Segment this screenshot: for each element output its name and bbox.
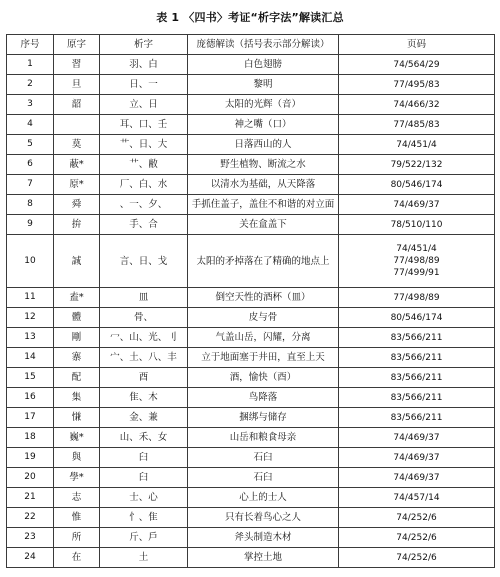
cell-no: 2 <box>7 75 54 95</box>
cell-pages <box>339 528 495 548</box>
table-row <box>7 428 495 448</box>
cell-char: 誠 <box>54 235 100 288</box>
page-ref: 74/451/4 <box>396 244 437 254</box>
table-row <box>7 328 495 348</box>
table-row <box>7 95 495 115</box>
page-ref: 77/499/91 <box>393 268 440 278</box>
cell-reading: 立于地面塞于井田，直至上天 <box>188 348 339 368</box>
cell-reading: 石臼 <box>188 468 339 488</box>
cell-reading: 太阳的光辉（音） <box>188 95 339 115</box>
page-ref: 74/252/6 <box>396 552 437 563</box>
table-row <box>7 75 495 95</box>
cell-char: 旦 <box>54 75 100 95</box>
cell-char: 慊 <box>54 408 100 428</box>
cell-reading: 捆绑与储存 <box>188 408 339 428</box>
table-row <box>7 175 495 195</box>
table-row <box>7 155 495 175</box>
cell-parts: 士、心 <box>100 488 188 508</box>
cell-parts: 艹、日、大 <box>100 135 188 155</box>
cell-parts: 冖、山、光、刂 <box>100 328 188 348</box>
page-ref: 74/457/14 <box>393 492 440 503</box>
cell-reading: 气盖山岳，闪耀，分离 <box>188 328 339 348</box>
cell-parts: 日、一 <box>100 75 188 95</box>
table-row <box>7 215 495 235</box>
header-reading: 庞德解读（括号表示部分解读） <box>188 35 339 55</box>
cell-reading: 酒，愉快（酉） <box>188 368 339 388</box>
cell-pages <box>339 235 495 288</box>
cell-char: 韶 <box>54 95 100 115</box>
table-row <box>7 468 495 488</box>
page-ref: 77/498/89 <box>393 292 440 303</box>
cell-reading: 手抓住盖子，盖住不和谐的对立面 <box>188 195 339 215</box>
table-row <box>7 388 495 408</box>
cell-parts: 手、合 <box>100 215 188 235</box>
cell-no: 6 <box>7 155 54 175</box>
cell-parts: 宀、土、八、丰 <box>100 348 188 368</box>
cell-pages <box>339 195 495 215</box>
cell-char: 習 <box>54 55 100 75</box>
table-row <box>7 368 495 388</box>
cell-parts: 斤、戶 <box>100 528 188 548</box>
cell-pages <box>339 155 495 175</box>
cell-no: 1 <box>7 55 54 75</box>
cell-char: 寨 <box>54 348 100 368</box>
cell-parts: 、一、夕、 <box>100 195 188 215</box>
cell-reading: 只有长着鸟心之人 <box>188 508 339 528</box>
cell-parts: 耳、口、壬 <box>100 115 188 135</box>
cell-pages <box>339 75 495 95</box>
page-ref: 74/564/29 <box>393 59 440 70</box>
cell-reading: 皮与骨 <box>188 308 339 328</box>
cell-char: 拚 <box>54 215 100 235</box>
cell-char: 志 <box>54 488 100 508</box>
page-ref: 83/566/211 <box>390 392 443 403</box>
cell-pages <box>339 135 495 155</box>
cell-reading: 山岳和粮食母亲 <box>188 428 339 448</box>
page-ref: 83/566/211 <box>390 372 443 383</box>
page-ref: 74/252/6 <box>396 512 437 523</box>
cell-parts: 臼 <box>100 448 188 468</box>
cell-no: 5 <box>7 135 54 155</box>
cell-pages <box>339 215 495 235</box>
cell-pages <box>339 95 495 115</box>
data-table <box>6 34 495 568</box>
page-ref: 74/466/32 <box>393 99 440 110</box>
cell-no: 17 <box>7 408 54 428</box>
table-row <box>7 288 495 308</box>
cell-no: 15 <box>7 368 54 388</box>
cell-pages <box>339 288 495 308</box>
cell-parts: 山、禾、女 <box>100 428 188 448</box>
page-ref: 78/510/110 <box>390 219 443 230</box>
page-ref: 74/469/37 <box>393 199 440 210</box>
header-char: 原字 <box>54 35 100 55</box>
cell-char: 莫 <box>54 135 100 155</box>
cell-no: 3 <box>7 95 54 115</box>
cell-pages <box>339 368 495 388</box>
cell-no: 22 <box>7 508 54 528</box>
cell-pages <box>339 308 495 328</box>
page-ref: 83/566/211 <box>390 332 443 343</box>
cell-parts: 金、兼 <box>100 408 188 428</box>
cell-char: 與 <box>54 448 100 468</box>
cell-reading: 黎明 <box>188 75 339 95</box>
cell-reading: 日落西山的人 <box>188 135 339 155</box>
cell-reading: 白色翅膀 <box>188 55 339 75</box>
page-ref: 74/469/37 <box>393 472 440 483</box>
table-row <box>7 528 495 548</box>
table-row <box>7 308 495 328</box>
cell-pages <box>339 328 495 348</box>
page-ref: 79/522/132 <box>390 159 443 170</box>
cell-parts: 艹、敝 <box>100 155 188 175</box>
cell-no: 21 <box>7 488 54 508</box>
cell-no: 7 <box>7 175 54 195</box>
page-ref: 80/546/174 <box>390 179 443 190</box>
cell-char: 剛 <box>54 328 100 348</box>
cell-pages <box>339 548 495 568</box>
cell-char: 體 <box>54 308 100 328</box>
cell-char: 所 <box>54 528 100 548</box>
page-ref: 77/485/83 <box>393 119 440 130</box>
cell-reading: 关在盒盖下 <box>188 215 339 235</box>
table-row <box>7 195 495 215</box>
header-no: 序号 <box>7 35 54 55</box>
table-row <box>7 235 495 288</box>
cell-reading: 鸟降落 <box>188 388 339 408</box>
cell-pages <box>339 55 495 75</box>
cell-parts: 立、日 <box>100 95 188 115</box>
cell-no: 20 <box>7 468 54 488</box>
cell-char <box>54 115 100 135</box>
header-pages: 页码 <box>339 35 495 55</box>
table-row <box>7 115 495 135</box>
cell-pages <box>339 348 495 368</box>
cell-no: 24 <box>7 548 54 568</box>
page-ref: 83/566/211 <box>390 352 443 363</box>
cell-no: 23 <box>7 528 54 548</box>
cell-pages <box>339 428 495 448</box>
cell-no: 16 <box>7 388 54 408</box>
cell-pages <box>339 468 495 488</box>
cell-parts: 酉 <box>100 368 188 388</box>
cell-pages <box>339 488 495 508</box>
table-row <box>7 508 495 528</box>
cell-char: 巍* <box>54 428 100 448</box>
page-ref: 77/498/89 <box>393 256 440 266</box>
cell-no: 14 <box>7 348 54 368</box>
page-ref: 74/469/37 <box>393 432 440 443</box>
cell-char: 盍* <box>54 288 100 308</box>
cell-parts: 臼 <box>100 468 188 488</box>
table-row <box>7 55 495 75</box>
cell-reading: 掌控土地 <box>188 548 339 568</box>
cell-reading: 太阳的矛掉落在了精确的地点上 <box>188 235 339 288</box>
table-row <box>7 548 495 568</box>
cell-parts: 骨、 <box>100 308 188 328</box>
page-ref: 80/546/174 <box>390 312 443 323</box>
cell-no: 4 <box>7 115 54 135</box>
cell-pages <box>339 408 495 428</box>
cell-no: 11 <box>7 288 54 308</box>
table-row <box>7 488 495 508</box>
cell-no: 13 <box>7 328 54 348</box>
cell-parts: 羽、白 <box>100 55 188 75</box>
cell-reading: 石臼 <box>188 448 339 468</box>
cell-char: 學* <box>54 468 100 488</box>
page-ref: 74/469/37 <box>393 452 440 463</box>
cell-parts: 忄、隹 <box>100 508 188 528</box>
cell-reading: 神之嘴（口） <box>188 115 339 135</box>
cell-no: 10 <box>7 235 54 288</box>
cell-parts: 土 <box>100 548 188 568</box>
table-caption: 表 1 〈四书〉考证“析字法”解读汇总 <box>156 11 344 24</box>
cell-no: 9 <box>7 215 54 235</box>
header-row <box>7 35 495 55</box>
header-parts: 析字 <box>100 35 188 55</box>
cell-pages <box>339 448 495 468</box>
cell-char: 原* <box>54 175 100 195</box>
cell-char: 配 <box>54 368 100 388</box>
cell-parts: 厂、白、水 <box>100 175 188 195</box>
cell-parts: 隹、木 <box>100 388 188 408</box>
cell-char: 舜 <box>54 195 100 215</box>
cell-pages <box>339 175 495 195</box>
cell-reading: 野生植物、断流之水 <box>188 155 339 175</box>
cell-pages <box>339 508 495 528</box>
page-ref: 74/252/6 <box>396 532 437 543</box>
cell-char: 蔽* <box>54 155 100 175</box>
cell-reading: 斧头制造木材 <box>188 528 339 548</box>
cell-pages <box>339 115 495 135</box>
cell-char: 在 <box>54 548 100 568</box>
cell-parts: 言、日、戈 <box>100 235 188 288</box>
cell-pages <box>339 388 495 408</box>
cell-no: 18 <box>7 428 54 448</box>
cell-reading: 以清水为基础，从天降落 <box>188 175 339 195</box>
table-row <box>7 135 495 155</box>
cell-no: 19 <box>7 448 54 468</box>
cell-reading: 心上的士人 <box>188 488 339 508</box>
cell-char: 惟 <box>54 508 100 528</box>
page-ref: 83/566/211 <box>390 412 443 423</box>
table-row <box>7 348 495 368</box>
table-row <box>7 408 495 428</box>
cell-parts: 皿 <box>100 288 188 308</box>
cell-char: 集 <box>54 388 100 408</box>
table-row <box>7 448 495 468</box>
cell-no: 12 <box>7 308 54 328</box>
cell-reading: 倒空天性的酒杯（皿） <box>188 288 339 308</box>
page-ref: 77/495/83 <box>393 79 440 90</box>
cell-no: 8 <box>7 195 54 215</box>
page-ref: 74/451/4 <box>396 139 437 150</box>
